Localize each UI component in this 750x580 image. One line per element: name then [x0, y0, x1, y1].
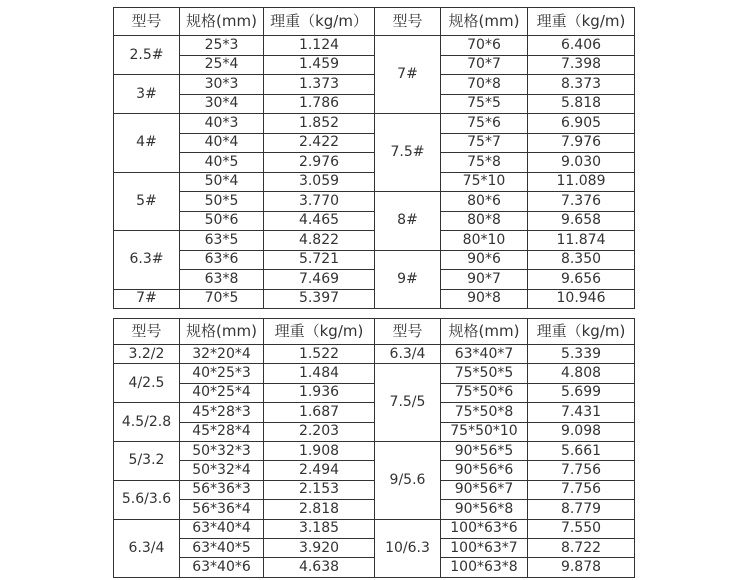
table-row [114, 153, 635, 173]
table-row [114, 500, 635, 519]
column-header: 型号 [114, 319, 180, 345]
value-cell: 75*50*10 [441, 422, 528, 441]
value-cell: 10.946 [528, 289, 635, 309]
value-cell: 1.936 [264, 383, 375, 402]
table-row [114, 461, 635, 480]
value-cell: 5.661 [528, 441, 635, 460]
value-cell: 30*3 [180, 75, 264, 95]
value-cell: 25*4 [180, 55, 264, 75]
value-cell: 63*40*4 [180, 519, 264, 538]
model-cell: 6.3/4 [114, 519, 180, 577]
value-cell: 9.658 [528, 211, 635, 231]
column-header: 规格(mm) [180, 8, 264, 36]
value-cell: 80*6 [441, 192, 528, 212]
value-cell: 4.638 [264, 558, 375, 577]
value-cell: 30*4 [180, 94, 264, 114]
value-cell: 90*56*8 [441, 500, 528, 519]
column-header: 规格(mm) [180, 319, 264, 345]
model-cell: 4# [114, 114, 180, 173]
model-cell: 3.2/2 [114, 345, 180, 364]
value-cell: 1.459 [264, 55, 375, 75]
value-cell: 2.818 [264, 500, 375, 519]
table-row [114, 133, 635, 153]
model-cell: 7# [114, 289, 180, 309]
value-cell: 63*5 [180, 231, 264, 251]
value-cell: 7.550 [528, 519, 635, 538]
table-row [114, 270, 635, 290]
value-cell: 70*8 [441, 75, 528, 95]
value-cell: 75*50*8 [441, 403, 528, 422]
value-cell: 3.920 [264, 538, 375, 557]
value-cell: 100*63*6 [441, 519, 528, 538]
table-row [114, 36, 635, 56]
value-cell: 90*8 [441, 289, 528, 309]
value-cell: 63*40*7 [441, 345, 528, 364]
model-cell: 8# [375, 192, 441, 251]
table-row [114, 172, 635, 192]
column-header: 规格(mm) [441, 8, 528, 36]
value-cell: 1.124 [264, 36, 375, 56]
value-cell: 7.431 [528, 403, 635, 422]
model-cell: 5# [114, 172, 180, 231]
column-header: 型号 [375, 319, 441, 345]
model-cell: 3# [114, 75, 180, 114]
value-cell: 45*28*3 [180, 403, 264, 422]
unequal-angle-table-body [114, 319, 635, 578]
value-cell: 70*6 [441, 36, 528, 56]
value-cell: 2.494 [264, 461, 375, 480]
value-cell: 6.406 [528, 36, 635, 56]
value-cell: 8.779 [528, 500, 635, 519]
value-cell: 80*8 [441, 211, 528, 231]
value-cell: 5.721 [264, 250, 375, 270]
value-cell: 8.373 [528, 75, 635, 95]
value-cell: 90*56*5 [441, 441, 528, 460]
table-row [114, 364, 635, 383]
unequal-angle-weight-table [113, 318, 635, 578]
value-cell: 7.976 [528, 133, 635, 153]
value-cell: 50*32*4 [180, 461, 264, 480]
value-cell: 5.699 [528, 383, 635, 402]
value-cell: 9.878 [528, 558, 635, 577]
table-row [114, 289, 635, 309]
value-cell: 40*3 [180, 114, 264, 134]
value-cell: 1.852 [264, 114, 375, 134]
value-cell: 7.469 [264, 270, 375, 290]
value-cell: 3.185 [264, 519, 375, 538]
value-cell: 80*10 [441, 231, 528, 251]
value-cell: 5.818 [528, 94, 635, 114]
model-cell: 6.3# [114, 231, 180, 290]
value-cell: 50*6 [180, 211, 264, 231]
value-cell: 3.059 [264, 172, 375, 192]
value-cell: 32*20*4 [180, 345, 264, 364]
column-header: 理重（kg/m) [264, 319, 375, 345]
value-cell: 75*50*6 [441, 383, 528, 402]
value-cell: 4.808 [528, 364, 635, 383]
value-cell: 90*6 [441, 250, 528, 270]
value-cell: 11.874 [528, 231, 635, 251]
table-row [114, 345, 635, 364]
column-header: 理重（kg/m） [264, 8, 375, 36]
model-cell: 5.6/3.6 [114, 480, 180, 519]
equal-angle-weight-table [113, 7, 635, 309]
value-cell: 63*6 [180, 250, 264, 270]
value-cell: 50*32*3 [180, 441, 264, 460]
value-cell: 70*5 [180, 289, 264, 309]
value-cell: 50*4 [180, 172, 264, 192]
value-cell: 1.786 [264, 94, 375, 114]
model-cell: 4.5/2.8 [114, 403, 180, 442]
column-header: 理重（kg/m) [528, 319, 635, 345]
value-cell: 40*5 [180, 153, 264, 173]
table-row [114, 480, 635, 499]
value-cell: 75*5 [441, 94, 528, 114]
model-cell: 4/2.5 [114, 364, 180, 403]
table-row [114, 250, 635, 270]
table-row [114, 383, 635, 402]
value-cell: 70*7 [441, 55, 528, 75]
table-row [114, 558, 635, 577]
equal-angle-table-body [114, 8, 635, 309]
value-cell: 45*28*4 [180, 422, 264, 441]
table-row [114, 211, 635, 231]
value-cell: 100*63*7 [441, 538, 528, 557]
column-header: 规格(mm) [441, 319, 528, 345]
value-cell: 1.484 [264, 364, 375, 383]
value-cell: 4.465 [264, 211, 375, 231]
value-cell: 75*6 [441, 114, 528, 134]
table-row [114, 94, 635, 114]
header-row [114, 319, 635, 345]
table-row [114, 519, 635, 538]
value-cell: 2.976 [264, 153, 375, 173]
value-cell: 2.203 [264, 422, 375, 441]
table-row [114, 114, 635, 134]
model-cell: 5/3.2 [114, 441, 180, 480]
value-cell: 90*7 [441, 270, 528, 290]
value-cell: 3.770 [264, 192, 375, 212]
table-row [114, 55, 635, 75]
value-cell: 63*8 [180, 270, 264, 290]
value-cell: 90*56*7 [441, 480, 528, 499]
column-header: 型号 [114, 8, 180, 36]
model-cell: 2.5# [114, 36, 180, 75]
value-cell: 1.908 [264, 441, 375, 460]
value-cell: 8.350 [528, 250, 635, 270]
table-row [114, 441, 635, 460]
value-cell: 7.756 [528, 480, 635, 499]
value-cell: 1.522 [264, 345, 375, 364]
value-cell: 75*10 [441, 172, 528, 192]
table-row [114, 231, 635, 251]
value-cell: 7.376 [528, 192, 635, 212]
value-cell: 75*8 [441, 153, 528, 173]
column-header: 理重（kg/m) [528, 8, 635, 36]
model-cell: 9# [375, 250, 441, 309]
value-cell: 5.339 [528, 345, 635, 364]
value-cell: 40*25*3 [180, 364, 264, 383]
value-cell: 7.756 [528, 461, 635, 480]
value-cell: 25*3 [180, 36, 264, 56]
column-header: 型号 [375, 8, 441, 36]
value-cell: 56*36*4 [180, 500, 264, 519]
value-cell: 75*50*5 [441, 364, 528, 383]
model-cell: 10/6.3 [375, 519, 441, 577]
model-cell: 6.3/4 [375, 345, 441, 364]
value-cell: 6.905 [528, 114, 635, 134]
value-cell: 100*63*8 [441, 558, 528, 577]
table-row [114, 192, 635, 212]
value-cell: 11.089 [528, 172, 635, 192]
value-cell: 1.687 [264, 403, 375, 422]
value-cell: 7.398 [528, 55, 635, 75]
model-cell: 9/5.6 [375, 441, 441, 519]
value-cell: 9.656 [528, 270, 635, 290]
model-cell: 7.5# [375, 114, 441, 192]
value-cell: 9.030 [528, 153, 635, 173]
value-cell: 4.822 [264, 231, 375, 251]
table-row [114, 75, 635, 95]
value-cell: 50*5 [180, 192, 264, 212]
value-cell: 2.422 [264, 133, 375, 153]
table-row [114, 403, 635, 422]
value-cell: 56*36*3 [180, 480, 264, 499]
value-cell: 63*40*6 [180, 558, 264, 577]
value-cell: 75*7 [441, 133, 528, 153]
value-cell: 1.373 [264, 75, 375, 95]
value-cell: 40*4 [180, 133, 264, 153]
table-row [114, 538, 635, 557]
model-cell: 7.5/5 [375, 364, 441, 442]
value-cell: 8.722 [528, 538, 635, 557]
value-cell: 9.098 [528, 422, 635, 441]
model-cell: 7# [375, 36, 441, 114]
value-cell: 90*56*6 [441, 461, 528, 480]
value-cell: 63*40*5 [180, 538, 264, 557]
value-cell: 40*25*4 [180, 383, 264, 402]
table-row [114, 422, 635, 441]
header-row [114, 8, 635, 36]
value-cell: 2.153 [264, 480, 375, 499]
value-cell: 5.397 [264, 289, 375, 309]
